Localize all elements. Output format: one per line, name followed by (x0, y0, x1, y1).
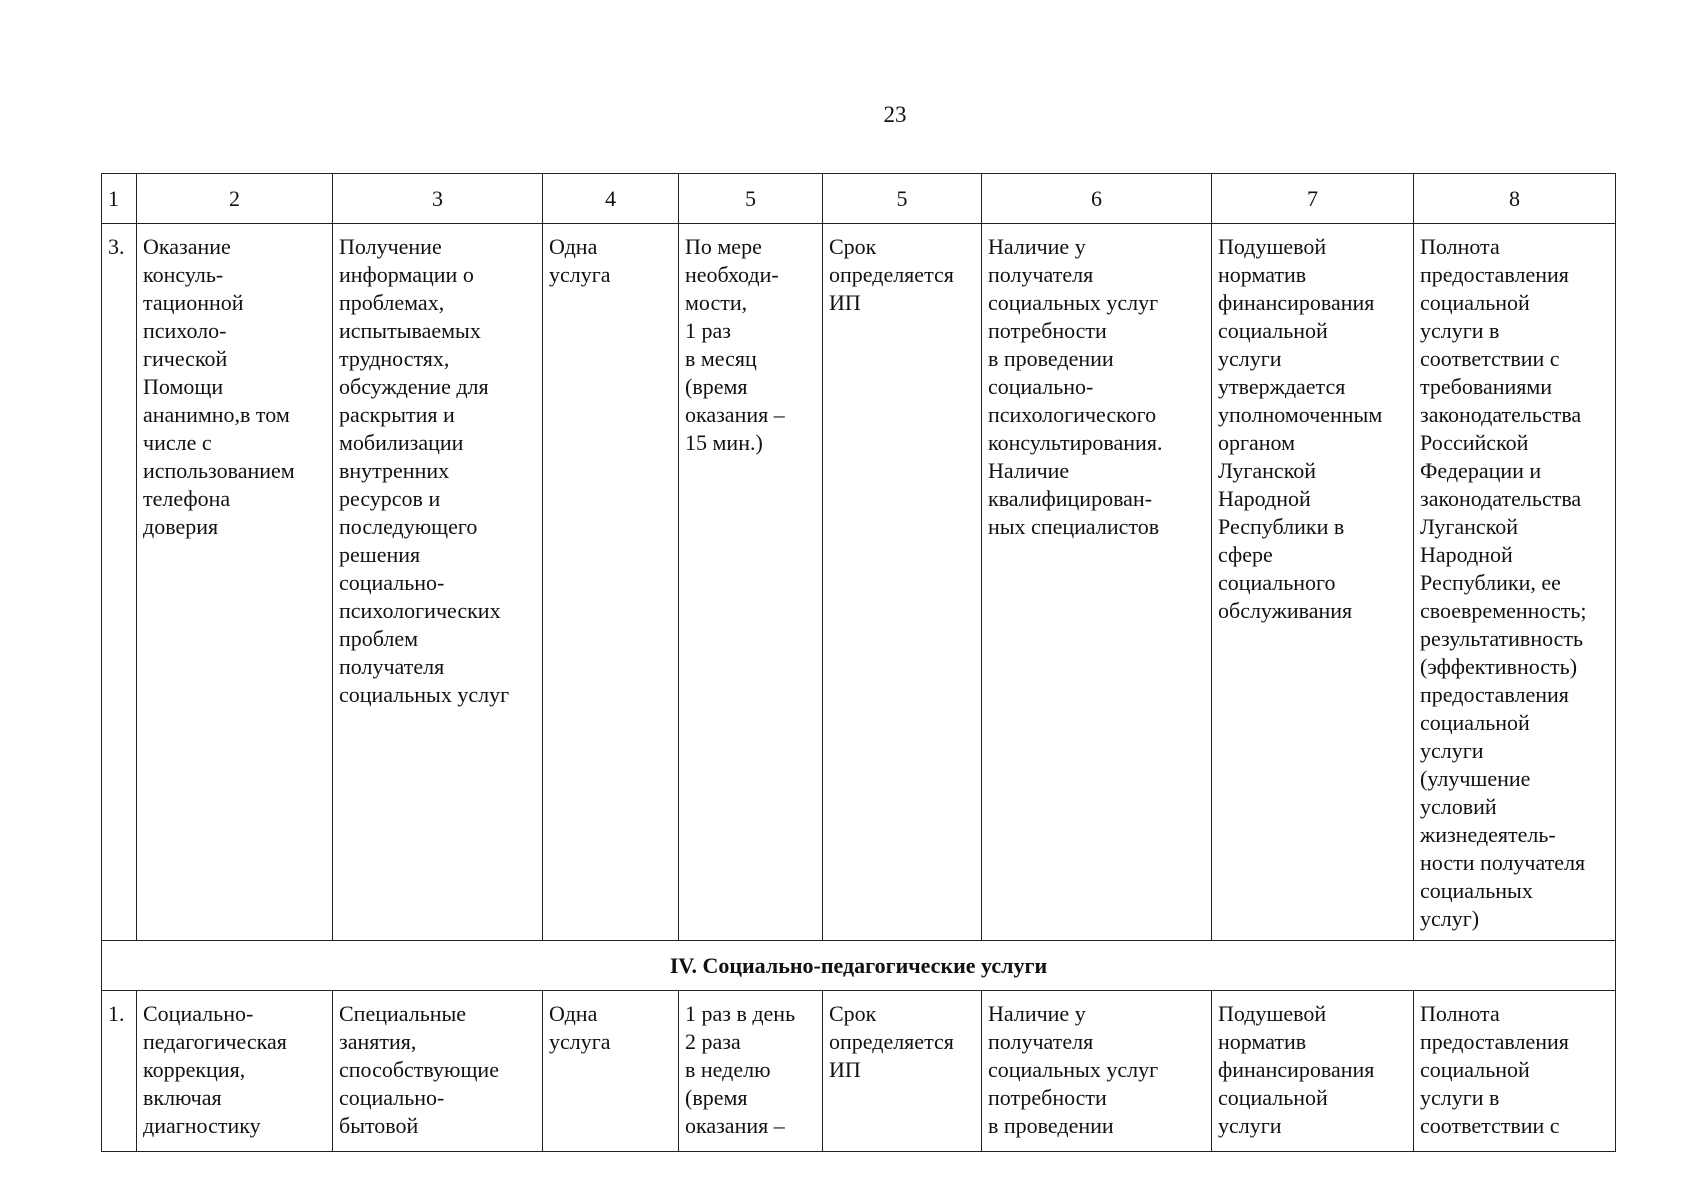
column-number-row (102, 174, 1616, 224)
service-name-cell: Социально- педагогическая коррекция, включая диагностику (137, 991, 333, 1152)
section-title: IV. Социально-педагогические услуги (102, 941, 1616, 991)
column-number-cell: 2 (137, 174, 333, 224)
service-frequency-cell: По мере необходи- мости, 1 раз в месяц (время оказания – 15 мин.) (679, 224, 823, 941)
table-row (102, 224, 1616, 941)
row-number-cell: 1. (102, 991, 137, 1152)
service-term-cell: Срок определяется ИП (823, 224, 982, 941)
section-header-row (102, 941, 1616, 991)
column-number-cell: 4 (543, 174, 679, 224)
table-row (102, 991, 1616, 1152)
service-name-cell: Оказание консуль- тационной психоло- гической Помощи ананимно,в том числе с использованием телефона доверия (137, 224, 333, 941)
service-financing-cell: Подушевой норматив финансирования социальной услуги (1212, 991, 1414, 1152)
services-table (101, 173, 1616, 1152)
service-unit-cell: Одна услуга (543, 991, 679, 1152)
service-unit-cell: Одна услуга (543, 224, 679, 941)
page-number: 23 (883, 102, 907, 127)
column-number-cell: 6 (982, 174, 1212, 224)
column-number-cell: 8 (1414, 174, 1616, 224)
service-conditions-cell: Наличие у получателя социальных услуг потребности в проведении социально- психологического консультирования. Наличие квалифицирован- ных специалистов (982, 224, 1212, 941)
service-term-cell: Срок определяется ИП (823, 991, 982, 1152)
column-number-cell: 5 (679, 174, 823, 224)
service-conditions-cell: Наличие у получателя социальных услуг потребности в проведении (982, 991, 1212, 1152)
service-financing-cell: Подушевой норматив финансирования социальной услуги утверждается уполномоченным органом Луганской Народной Республики в сфере социального обслуживания (1212, 224, 1414, 941)
column-number-cell: 3 (333, 174, 543, 224)
service-quality-cell: Полнота предоставления социальной услуги в соответствии с требованиями законодательства Российской Федерации и законодательства Луганской Народной Республики, ее своевременность; результативность (эффективность) предоставления социальной услуги (улучшение условий жизнедеятель- ности получателя социальных услуг) (1414, 224, 1616, 941)
row-number-cell: 3. (102, 224, 137, 941)
service-description-cell: Получение информации о проблемах, испытываемых трудностях, обсуждение для раскрытия и мобилизации внутренних ресурсов и последующего решения социально- психологических проблем получателя социальных услуг (333, 224, 543, 941)
service-frequency-cell: 1 раз в день 2 раза в неделю (время оказания – (679, 991, 823, 1152)
column-number-cell: 5 (823, 174, 982, 224)
service-quality-cell: Полнота предоставления социальной услуги в соответствии с (1414, 991, 1616, 1152)
service-description-cell: Специальные занятия, способствующие социально- бытовой (333, 991, 543, 1152)
column-number-cell: 7 (1212, 174, 1414, 224)
column-number-cell: 1 (102, 174, 137, 224)
